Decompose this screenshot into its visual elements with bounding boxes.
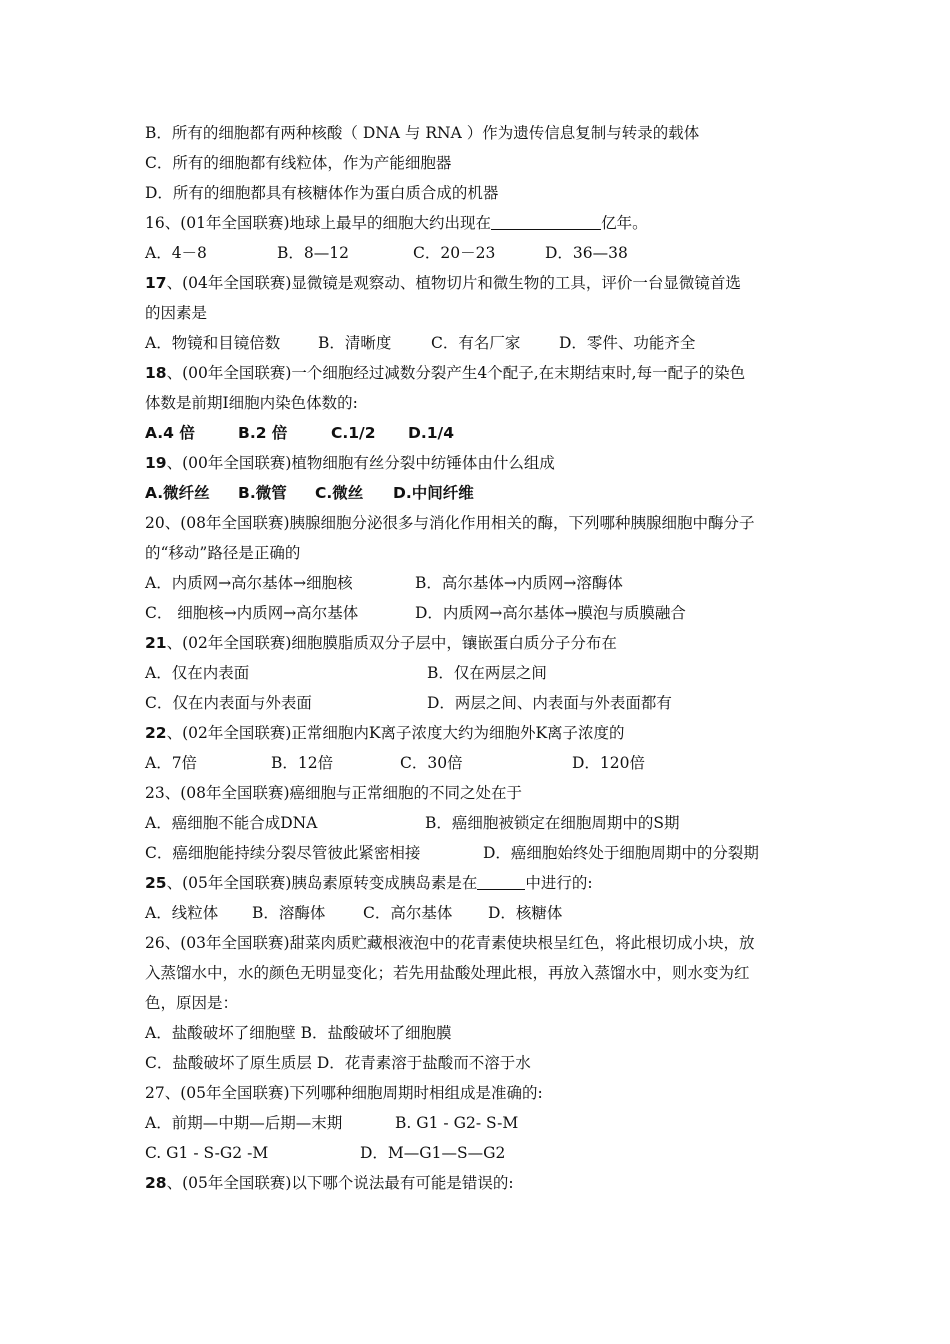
- option-d: D．M—G1—S—G2: [360, 1144, 506, 1162]
- option-b: B. G1 - G2- S-M: [395, 1114, 519, 1132]
- options-21-ab: [145, 658, 825, 688]
- question-number: 26: [145, 934, 165, 952]
- question-number: 21: [145, 634, 167, 652]
- option-d: D．零件、功能齐全: [559, 334, 696, 352]
- option-d: D．两层之间、内表面与外表面都有: [427, 694, 672, 712]
- option-a: A．4－8: [145, 244, 207, 262]
- option-a: A．仅在内表面: [145, 664, 250, 682]
- option-a: A.4 倍: [145, 424, 195, 442]
- question-25: 25、(05年全国联赛)胰岛素原转变成胰岛素是在 中进行的:: [145, 868, 825, 898]
- option-c: C．20－23: [413, 244, 496, 262]
- question-stem-cont: 的“移动”路径是正确的: [145, 544, 301, 562]
- option-b: B．盐酸破坏了细胞膜: [300, 1024, 452, 1042]
- option-c: C．30倍: [400, 754, 463, 772]
- question-number: 17: [145, 274, 167, 292]
- option-d: D．内质网→高尔基体→膜泡与质膜融合: [415, 604, 686, 622]
- options-20-ab: [145, 568, 825, 598]
- option-b: B．8—12: [277, 244, 349, 262]
- option-b: B.微管: [238, 484, 287, 502]
- option-c: C．高尔基体: [363, 904, 453, 922]
- question-16: 16、(01年全国联赛)地球上最早的细胞大约出现在 亿年。: [145, 208, 825, 238]
- question-20: 20、(08年全国联赛)胰腺细胞分泌很多与消化作用相关的酶，下列哪种胰腺细胞中酶分子: [145, 514, 755, 532]
- question-number: 23: [145, 784, 165, 802]
- option-c: C. G1 - S-G2 -M: [145, 1144, 269, 1162]
- option-c: C．癌细胞能持续分裂尽管彼此紧密相接: [145, 844, 421, 862]
- question-17: 17、(04年全国联赛)显微镜是观察动、植物切片和微生物的工具，评价一台显微镜首选: [145, 274, 741, 292]
- option-d: D．120倍: [572, 754, 646, 772]
- question-26: 26、(03年全国联赛)甜菜肉质贮藏根液泡中的花青素使块根呈红色，将此根切成小块，放: [145, 934, 755, 952]
- options-23-ab: [145, 808, 825, 838]
- option-b: B．溶酶体: [252, 904, 326, 922]
- text-line: D．所有的细胞都具有核糖体作为蛋白质合成的机器: [145, 184, 499, 202]
- question-28: 28、(05年全国联赛)以下哪个说法最有可能是错误的:: [145, 1174, 514, 1192]
- option-b: B.2 倍: [238, 424, 288, 442]
- option-b: B．高尔基体→内质网→溶酶体: [415, 574, 623, 592]
- question-stem-cont: 体数是前期Ⅰ细胞内染色体数的:: [145, 394, 358, 412]
- question-22: 22、(02年全国联赛)正常细胞内K离子浓度大约为细胞外K离子浓度的: [145, 724, 625, 742]
- question-number: 28: [145, 1174, 167, 1192]
- option-a: A．线粒体: [145, 904, 219, 922]
- question-number: 22: [145, 724, 167, 742]
- options-26-cd: [145, 1048, 825, 1078]
- option-d: D．核糖体: [488, 904, 563, 922]
- options-18: [145, 418, 825, 448]
- option-c: C．盐酸破坏了原生质层: [145, 1054, 312, 1072]
- question-number: 19: [145, 454, 167, 472]
- question-18: 18、(00年全国联赛)一个细胞经过减数分裂产生4个配子,在末期结束时,每一配子的染色: [145, 364, 746, 382]
- options-20-cd: [145, 598, 825, 628]
- option-c: C． 细胞核→内质网→高尔基体: [145, 604, 359, 622]
- option-a: A．前期—中期—后期—末期: [145, 1114, 343, 1132]
- option-a: A.微纤丝: [145, 484, 210, 502]
- option-c: C．仅在内表面与外表面: [145, 694, 312, 712]
- question-number: 16: [145, 214, 165, 232]
- document-page: [145, 118, 825, 1198]
- question-21: 21、(02年全国联赛)细胞膜脂质双分子层中，镶嵌蛋白质分子分布在: [145, 634, 617, 652]
- option-d: D.1/4: [408, 424, 454, 442]
- option-a: A．物镜和目镜倍数: [145, 334, 281, 352]
- answer-blank: [491, 211, 601, 230]
- question-number: 27: [145, 1084, 165, 1102]
- options-26-ab: [145, 1018, 825, 1048]
- option-a: A．7倍: [145, 754, 198, 772]
- option-b: B．12倍: [271, 754, 334, 772]
- options-17: [145, 328, 825, 358]
- option-c: C．有名厂家: [431, 334, 521, 352]
- answer-blank: [477, 871, 525, 890]
- options-16: [145, 238, 825, 268]
- text-line: C．所有的细胞都有线粒体，作为产能细胞器: [145, 154, 452, 172]
- question-19: 19、(00年全国联赛)植物细胞有丝分裂中纺锤体由什么组成: [145, 454, 555, 472]
- question-number: 20: [145, 514, 165, 532]
- option-c: C.微丝: [315, 484, 364, 502]
- option-b: B．仅在两层之间: [427, 664, 547, 682]
- option-a: A．内质网→高尔基体→细胞核: [145, 574, 353, 592]
- option-d: D．36—38: [545, 244, 628, 262]
- options-19: [145, 478, 825, 508]
- options-21-cd: [145, 688, 825, 718]
- option-d: D．花青素溶于盐酸而不溶于水: [316, 1054, 531, 1072]
- option-d: D.中间纤维: [393, 484, 474, 502]
- option-b: B．癌细胞被锁定在细胞周期中的S期: [425, 814, 680, 832]
- option-d: D．癌细胞始终处于细胞周期中的分裂期: [483, 844, 759, 862]
- options-25: [145, 898, 825, 928]
- question-27: 27、(05年全国联赛)下列哪种细胞周期时相组成是准确的:: [145, 1084, 543, 1102]
- question-23: 23、(08年全国联赛)癌细胞与正常细胞的不同之处在于: [145, 784, 523, 802]
- question-stem-cont: 入蒸馏水中，水的颜色无明显变化；若先用盐酸处理此根，再放入蒸馏水中，则水变为红: [145, 964, 750, 982]
- question-number: 18: [145, 364, 167, 382]
- text-line: B．所有的细胞都有两种核酸（ DNA 与 RNA ）作为遗传信息复制与转录的载体: [145, 124, 700, 142]
- question-stem-cont: 的因素是: [145, 304, 208, 322]
- option-c: C.1/2: [331, 424, 376, 442]
- options-23-cd: [145, 838, 825, 868]
- question-stem-cont: 色，原因是：: [145, 994, 239, 1012]
- option-a: A．癌细胞不能合成DNA: [145, 814, 318, 832]
- question-number: 25: [145, 874, 167, 892]
- options-27-cd: [145, 1138, 825, 1168]
- options-27-ab: [145, 1108, 825, 1138]
- options-22: [145, 748, 825, 778]
- option-a: A．盐酸破坏了细胞壁: [145, 1024, 296, 1042]
- option-b: B．清晰度: [318, 334, 392, 352]
